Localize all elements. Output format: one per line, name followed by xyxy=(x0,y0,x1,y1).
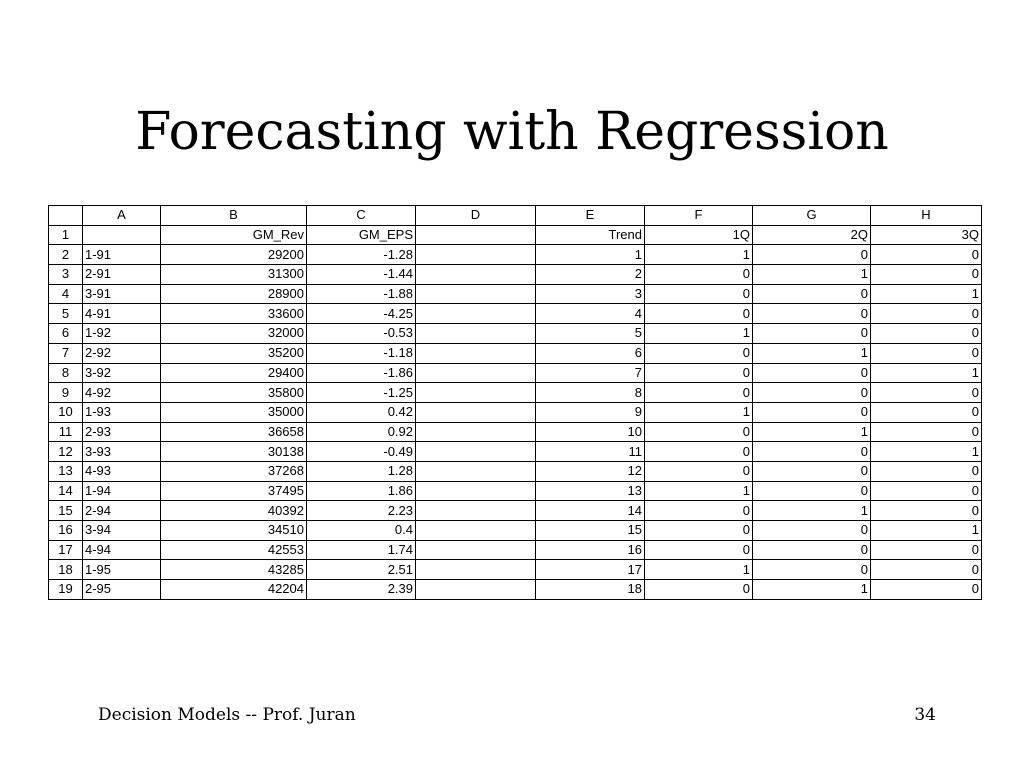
cell[interactable]: 0.4 xyxy=(307,521,416,541)
row-header[interactable]: 17 xyxy=(49,540,83,560)
slide-title: Forecasting with Regression xyxy=(135,102,889,162)
cell[interactable]: 0 xyxy=(753,284,871,304)
row-header[interactable]: 3 xyxy=(49,265,83,285)
table-row xyxy=(49,481,982,501)
cell[interactable]: 3-94 xyxy=(83,521,161,541)
row-header[interactable]: 8 xyxy=(49,363,83,383)
cell[interactable]: 0 xyxy=(753,521,871,541)
cell[interactable] xyxy=(416,363,536,383)
cell[interactable] xyxy=(416,265,536,285)
cell[interactable]: 0 xyxy=(871,265,982,285)
cell[interactable]: 11 xyxy=(536,442,645,462)
cell[interactable]: 0 xyxy=(645,265,753,285)
cell[interactable]: 35800 xyxy=(161,383,307,403)
cell[interactable]: 0.92 xyxy=(307,422,416,442)
cell[interactable]: 2.51 xyxy=(307,560,416,580)
cell[interactable]: 1 xyxy=(645,245,753,265)
cell[interactable]: 15 xyxy=(536,521,645,541)
row-header[interactable]: 19 xyxy=(49,580,83,600)
column-header[interactable]: E xyxy=(536,206,645,226)
cell[interactable]: 1-94 xyxy=(83,481,161,501)
cell[interactable]: 42204 xyxy=(161,580,307,600)
table-row xyxy=(49,540,982,560)
cell[interactable] xyxy=(416,560,536,580)
cell[interactable]: 1 xyxy=(753,422,871,442)
row-header[interactable]: 9 xyxy=(49,383,83,403)
cell[interactable]: 1 xyxy=(871,284,982,304)
cell[interactable]: 3 xyxy=(536,284,645,304)
cell[interactable]: 17 xyxy=(536,560,645,580)
cell[interactable]: 0 xyxy=(645,284,753,304)
cell[interactable]: 1-95 xyxy=(83,560,161,580)
cell[interactable]: Trend xyxy=(536,225,645,245)
cell[interactable]: 1 xyxy=(753,265,871,285)
cell[interactable]: 0 xyxy=(753,442,871,462)
row-header[interactable]: 12 xyxy=(49,442,83,462)
cell[interactable]: 42553 xyxy=(161,540,307,560)
cell[interactable] xyxy=(83,225,161,245)
cell[interactable]: 0 xyxy=(871,481,982,501)
cell[interactable]: 0 xyxy=(871,304,982,324)
cell[interactable]: GM_EPS xyxy=(307,225,416,245)
table-row xyxy=(49,343,982,363)
cell[interactable]: 1 xyxy=(645,560,753,580)
cell[interactable]: 0 xyxy=(753,324,871,344)
cell[interactable]: -4.25 xyxy=(307,304,416,324)
table-row xyxy=(49,402,982,422)
cell[interactable]: 0 xyxy=(753,363,871,383)
table-row xyxy=(49,580,982,600)
cell[interactable]: 0 xyxy=(645,422,753,442)
cell[interactable]: -1.44 xyxy=(307,265,416,285)
cell[interactable]: 1 xyxy=(536,245,645,265)
table-row xyxy=(49,461,982,481)
select-all-corner[interactable] xyxy=(49,206,83,226)
cell[interactable]: 1 xyxy=(871,442,982,462)
column-header[interactable]: A xyxy=(83,206,161,226)
cell[interactable]: 1-91 xyxy=(83,245,161,265)
cell[interactable]: 1.28 xyxy=(307,461,416,481)
table-row xyxy=(49,284,982,304)
cell[interactable]: 0 xyxy=(645,501,753,521)
cell[interactable]: 0 xyxy=(645,580,753,600)
cell[interactable]: 9 xyxy=(536,402,645,422)
cell[interactable]: 3Q xyxy=(871,225,982,245)
cell[interactable]: 5 xyxy=(536,324,645,344)
cell[interactable]: 0 xyxy=(871,422,982,442)
cell[interactable]: 29200 xyxy=(161,245,307,265)
cell[interactable]: 0 xyxy=(645,304,753,324)
table-row xyxy=(49,422,982,442)
cell[interactable]: 0 xyxy=(753,540,871,560)
cell[interactable]: 0 xyxy=(645,363,753,383)
cell[interactable] xyxy=(416,324,536,344)
row-header[interactable]: 10 xyxy=(49,402,83,422)
cell[interactable]: 31300 xyxy=(161,265,307,285)
cell[interactable]: 14 xyxy=(536,501,645,521)
cell[interactable]: 0 xyxy=(645,442,753,462)
row-header[interactable]: 15 xyxy=(49,501,83,521)
cell[interactable] xyxy=(416,304,536,324)
cell[interactable]: 10 xyxy=(536,422,645,442)
cell[interactable]: -0.53 xyxy=(307,324,416,344)
cell[interactable]: 30138 xyxy=(161,442,307,462)
cell[interactable]: 0 xyxy=(871,383,982,403)
cell[interactable]: 0 xyxy=(753,402,871,422)
table-row xyxy=(49,383,982,403)
cell[interactable] xyxy=(416,245,536,265)
cell[interactable]: -0.49 xyxy=(307,442,416,462)
row-header[interactable]: 2 xyxy=(49,245,83,265)
cell[interactable]: 0 xyxy=(871,560,982,580)
cell[interactable]: 0 xyxy=(753,383,871,403)
cell[interactable]: 0 xyxy=(645,540,753,560)
cell[interactable]: 0 xyxy=(871,540,982,560)
cell[interactable]: 6 xyxy=(536,343,645,363)
cell[interactable]: 0 xyxy=(645,343,753,363)
cell[interactable]: 4-94 xyxy=(83,540,161,560)
cell[interactable]: -1.25 xyxy=(307,383,416,403)
row-header[interactable]: 14 xyxy=(49,481,83,501)
table-row xyxy=(49,265,982,285)
cell[interactable]: 2-94 xyxy=(83,501,161,521)
cell[interactable] xyxy=(416,402,536,422)
cell[interactable]: 2-93 xyxy=(83,422,161,442)
cell[interactable]: 35000 xyxy=(161,402,307,422)
cell[interactable]: GM_Rev xyxy=(161,225,307,245)
cell[interactable]: 1Q xyxy=(645,225,753,245)
cell[interactable]: 4-93 xyxy=(83,461,161,481)
row-header[interactable]: 16 xyxy=(49,521,83,541)
cell[interactable]: -1.88 xyxy=(307,284,416,304)
cell[interactable]: 7 xyxy=(536,363,645,383)
cell[interactable] xyxy=(416,580,536,600)
cell[interactable] xyxy=(416,481,536,501)
cell[interactable]: 2 xyxy=(536,265,645,285)
row-header[interactable]: 1 xyxy=(49,225,83,245)
row-header[interactable]: 7 xyxy=(49,343,83,363)
cell[interactable]: 2-91 xyxy=(83,265,161,285)
cell[interactable]: 0 xyxy=(753,245,871,265)
cell[interactable]: 1 xyxy=(753,580,871,600)
cell[interactable]: 1 xyxy=(645,481,753,501)
cell[interactable]: 32000 xyxy=(161,324,307,344)
cell[interactable] xyxy=(416,442,536,462)
cell[interactable]: 1 xyxy=(753,343,871,363)
column-header[interactable]: D xyxy=(416,206,536,226)
table-row xyxy=(49,225,982,245)
column-header-row xyxy=(49,206,982,226)
row-header[interactable]: 4 xyxy=(49,284,83,304)
spreadsheet-table xyxy=(48,205,982,600)
cell[interactable]: 0 xyxy=(871,245,982,265)
cell[interactable]: 1 xyxy=(871,521,982,541)
cell[interactable] xyxy=(416,284,536,304)
cell[interactable]: 0 xyxy=(645,461,753,481)
cell[interactable] xyxy=(416,540,536,560)
cell[interactable] xyxy=(416,383,536,403)
cell[interactable]: -1.28 xyxy=(307,245,416,265)
cell[interactable]: 36658 xyxy=(161,422,307,442)
page-number: 34 xyxy=(914,705,936,725)
cell[interactable]: 2.23 xyxy=(307,501,416,521)
cell[interactable] xyxy=(416,343,536,363)
cell[interactable]: 0 xyxy=(753,304,871,324)
cell[interactable] xyxy=(416,521,536,541)
cell[interactable]: 8 xyxy=(536,383,645,403)
column-header[interactable]: H xyxy=(871,206,982,226)
cell[interactable]: 4-92 xyxy=(83,383,161,403)
cell[interactable] xyxy=(416,422,536,442)
cell[interactable]: 2.39 xyxy=(307,580,416,600)
cell[interactable]: 0 xyxy=(871,461,982,481)
cell[interactable]: 33600 xyxy=(161,304,307,324)
cell[interactable]: 12 xyxy=(536,461,645,481)
table-row xyxy=(49,521,982,541)
cell[interactable]: 2Q xyxy=(753,225,871,245)
cell[interactable]: 1.74 xyxy=(307,540,416,560)
cell[interactable]: 0 xyxy=(871,580,982,600)
cell[interactable]: 40392 xyxy=(161,501,307,521)
table-row xyxy=(49,245,982,265)
cell[interactable] xyxy=(416,461,536,481)
column-header[interactable]: C xyxy=(307,206,416,226)
row-header[interactable]: 5 xyxy=(49,304,83,324)
cell[interactable]: 0 xyxy=(871,343,982,363)
table-row xyxy=(49,442,982,462)
cell[interactable]: 1.86 xyxy=(307,481,416,501)
cell[interactable]: 16 xyxy=(536,540,645,560)
column-header[interactable]: G xyxy=(753,206,871,226)
cell[interactable]: 3-93 xyxy=(83,442,161,462)
footer-course-label: Decision Models -- Prof. Juran xyxy=(98,705,356,725)
cell[interactable]: 4 xyxy=(536,304,645,324)
cell[interactable] xyxy=(416,225,536,245)
column-header[interactable]: F xyxy=(645,206,753,226)
cell[interactable]: 13 xyxy=(536,481,645,501)
cell[interactable]: 2-92 xyxy=(83,343,161,363)
cell[interactable]: 29400 xyxy=(161,363,307,383)
row-header[interactable]: 18 xyxy=(49,560,83,580)
cell[interactable]: 0 xyxy=(871,501,982,521)
table-row xyxy=(49,560,982,580)
cell[interactable]: 37495 xyxy=(161,481,307,501)
table-row xyxy=(49,501,982,521)
cell[interactable]: 0.42 xyxy=(307,402,416,422)
cell[interactable]: -1.86 xyxy=(307,363,416,383)
cell[interactable]: 1-92 xyxy=(83,324,161,344)
table-row xyxy=(49,304,982,324)
cell[interactable]: 1-93 xyxy=(83,402,161,422)
cell[interactable]: 1 xyxy=(871,363,982,383)
cell[interactable]: 3-91 xyxy=(83,284,161,304)
cell[interactable]: 18 xyxy=(536,580,645,600)
cell[interactable]: 0 xyxy=(871,324,982,344)
table-row xyxy=(49,324,982,344)
cell[interactable] xyxy=(416,501,536,521)
cell[interactable]: 1 xyxy=(645,324,753,344)
cell[interactable]: 2-95 xyxy=(83,580,161,600)
cell[interactable]: 0 xyxy=(645,383,753,403)
cell[interactable]: 37268 xyxy=(161,461,307,481)
row-header[interactable]: 6 xyxy=(49,324,83,344)
column-header[interactable]: B xyxy=(161,206,307,226)
table-row xyxy=(49,363,982,383)
cell[interactable]: 43285 xyxy=(161,560,307,580)
row-header[interactable]: 13 xyxy=(49,461,83,481)
cell[interactable]: 1 xyxy=(645,402,753,422)
cell[interactable]: 1 xyxy=(753,501,871,521)
cell[interactable]: 0 xyxy=(871,402,982,422)
cell[interactable]: -1.18 xyxy=(307,343,416,363)
row-header[interactable]: 11 xyxy=(49,422,83,442)
cell[interactable]: 28900 xyxy=(161,284,307,304)
cell[interactable]: 0 xyxy=(753,461,871,481)
cell[interactable]: 0 xyxy=(753,481,871,501)
cell[interactable]: 4-91 xyxy=(83,304,161,324)
cell[interactable]: 34510 xyxy=(161,521,307,541)
cell[interactable]: 3-92 xyxy=(83,363,161,383)
cell[interactable]: 35200 xyxy=(161,343,307,363)
cell[interactable]: 0 xyxy=(645,521,753,541)
cell[interactable]: 0 xyxy=(753,560,871,580)
